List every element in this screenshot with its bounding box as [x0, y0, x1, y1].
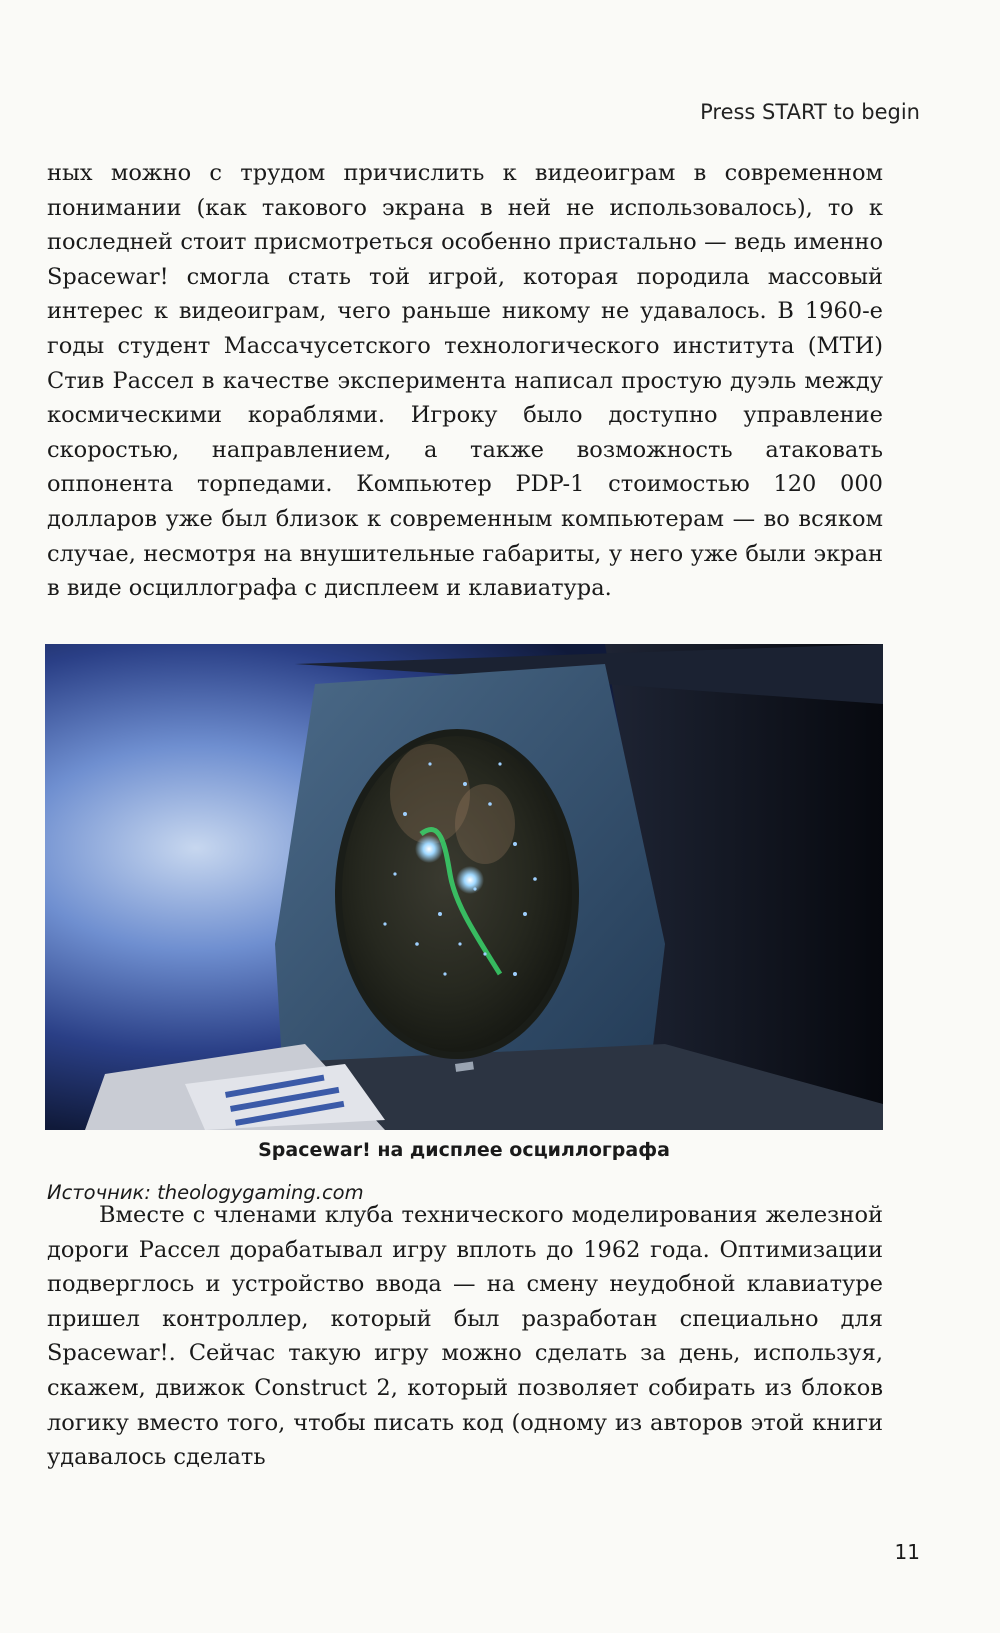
spacewar-photo: [45, 644, 883, 1130]
figure-source: Источник: theologygaming.com: [47, 1181, 364, 1204]
running-header: Press START to begin: [700, 100, 920, 124]
body-paragraph-2: Вместе с членами клуба технического моделирования железной дороги Рассел дорабатывал игру вплоть до 1962 года. Оптимизации подверглось и устройство ввода — на смену неудобной клавиатуре пришел контроллер, который был разработан специально для Spacewar!. Сейчас такую игру можно сделать за день, используя, скажем, движок Construct 2, который позволяет собирать из блоков логику вместо того, чтобы писать код (одному из авторов этой книги удавалось сделать: [47, 1202, 883, 1471]
figure-caption: Spacewar! на дисплее осциллографа: [258, 1139, 670, 1161]
page-number: 11: [894, 1540, 920, 1564]
body-paragraph-1: ных можно с трудом причислить к видеоиграм в современном понимании (как такового экрана в ней не использовалось), то к последней стоит присмотреться особенно пристально — ведь именно Spacewar! смогла стать той игрой, которая породила массовый интерес к видеоиграм, чего раньше никому не удавалось. В 1960-е годы студент Массачусетского технологического института (МТИ) Стив Рассел в качестве эксперимента написал простую дуэль между космическими кораблями. Игроку было доступно управление скоростью, направлением, а также возможность атаковать оппонента торпедами. Компьютер PDP-1 стоимостью 120 000 долларов уже был близок к современным компьютерам — во всяком случае, несмотря на внушительные габариты, у него уже были экран в виде осциллографа с дисплеем и клавиатура.: [47, 160, 883, 602]
